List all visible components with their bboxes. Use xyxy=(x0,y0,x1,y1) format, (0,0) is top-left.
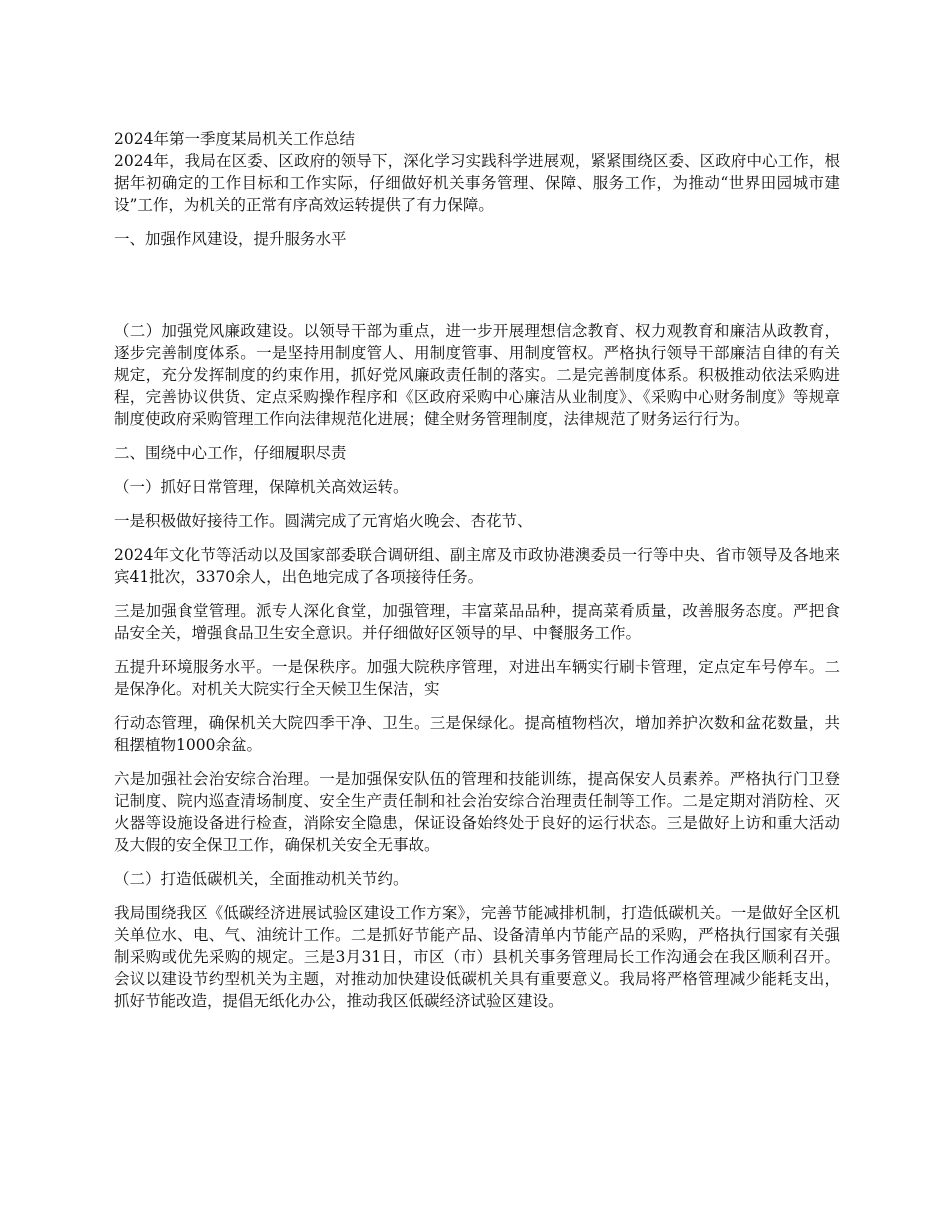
paragraph-reception-1: 一是积极做好接待工作。圆满完成了元宵焰火晚会、杏花节、 xyxy=(114,512,533,530)
blank-gap xyxy=(114,262,840,320)
section-heading-2: 二、围绕中心工作，仔细履职尽责 xyxy=(114,444,347,462)
paragraph-low-carbon: 我局围绕我区《低碳经济进展试验区建设工作方案》，完善节能减排机制，打造低碳机关。一是做好全区机关单位水、电、气、油统计工作。二是抓好节能产品、设备清单内节能产品的采购，严格执行国家有关强制采购或优先采购的规定。三是3月31日，市区（市）县机关事务管理局长工作沟通会在我区顺利召开。会议以建设节约型机关为主题，对推动加快建设低碳机关具有重要意义。我局将严格管理减少能耗支出，抓好节能改造，提倡无纸化办公，推动我区低碳经济试验区建设。 xyxy=(114,904,840,1010)
document-title: 2024年第一季度某局机关工作总结 xyxy=(114,130,355,148)
paragraph-environment-2: 行动态管理，确保机关大院四季干净、卫生。三是保绿化。提高植物档次，增加养护次数和盆花数量，共租摆植物1000余盆。 xyxy=(114,714,840,754)
subheading-low-carbon: （二）打造低碳机关，全面推动机关节约。 xyxy=(114,870,409,888)
paragraph-canteen: 三是加强食堂管理。派专人深化食堂，加强管理，丰富菜品品种，提高菜肴质量，改善服务态度。严把食品安全关，增强食品卫生安全意识。并仔细做好区领导的早、中餐服务工作。 xyxy=(114,602,840,642)
paragraph-party-conduct: （二）加强党风廉政建设。以领导干部为重点，进一步开展理想信念教育、权力观教育和廉洁从政教育，逐步完善制度体系。一是坚持用制度管人、用制度管事、用制度管权。严格执行领导干部廉洁自律的有关规定，充分发挥制度的约束作用，抓好党风廉政责任制的落实。二是完善制度体系。积极推动依法采购进程，完善协议供货、定点采购操作程序和《区政府采购中心廉洁从业制度》、《采购中心财务制度》等规章制度使政府采购管理工作向法律规范化进展；健全财务管理制度，法律规范了财务运行行为。 xyxy=(114,322,840,428)
paragraph-reception-2: 2024年文化节等活动以及国家部委联合调研组、副主席及市政协港澳委员一行等中央、省市领导及各地来宾41批次，3370余人，出色地完成了各项接待任务。 xyxy=(114,546,840,586)
subheading-daily-management: （一）抓好日常管理，保障机关高效运转。 xyxy=(114,478,409,496)
section-heading-1: 一、加强作风建设，提升服务水平 xyxy=(114,230,347,248)
paragraph-security: 六是加强社会治安综合治理。一是加强保安队伍的管理和技能训练，提高保安人员素养。严格执行门卫登记制度、院内巡查清场制度、安全生产责任制和社会治安综合治理责任制等工作。二是定期对消防栓、灭火器等设施设备进行检查，消除安全隐患，保证设备始终处于良好的运行状态。三是做好上访和重大活动及大假的安全保卫工作，确保机关安全无事故。 xyxy=(114,770,840,854)
paragraph-environment-1: 五提升环境服务水平。一是保秩序。加强大院秩序管理，对进出车辆实行刷卡管理，定点定车号停车。二是保净化。对机关大院实行全天候卫生保洁，实 xyxy=(114,658,840,698)
document-body xyxy=(114,128,840,1024)
intro-paragraph: 2024年，我局在区委、区政府的领导下，深化学习实践科学进展观，紧紧围绕区委、区政府中心工作，根据年初确定的工作目标和工作实际，仔细做好机关事务管理、保障、服务工作，为推动“世界田园城市建设”工作，为机关的正常有序高效运转提供了有力保障。 xyxy=(114,152,840,214)
